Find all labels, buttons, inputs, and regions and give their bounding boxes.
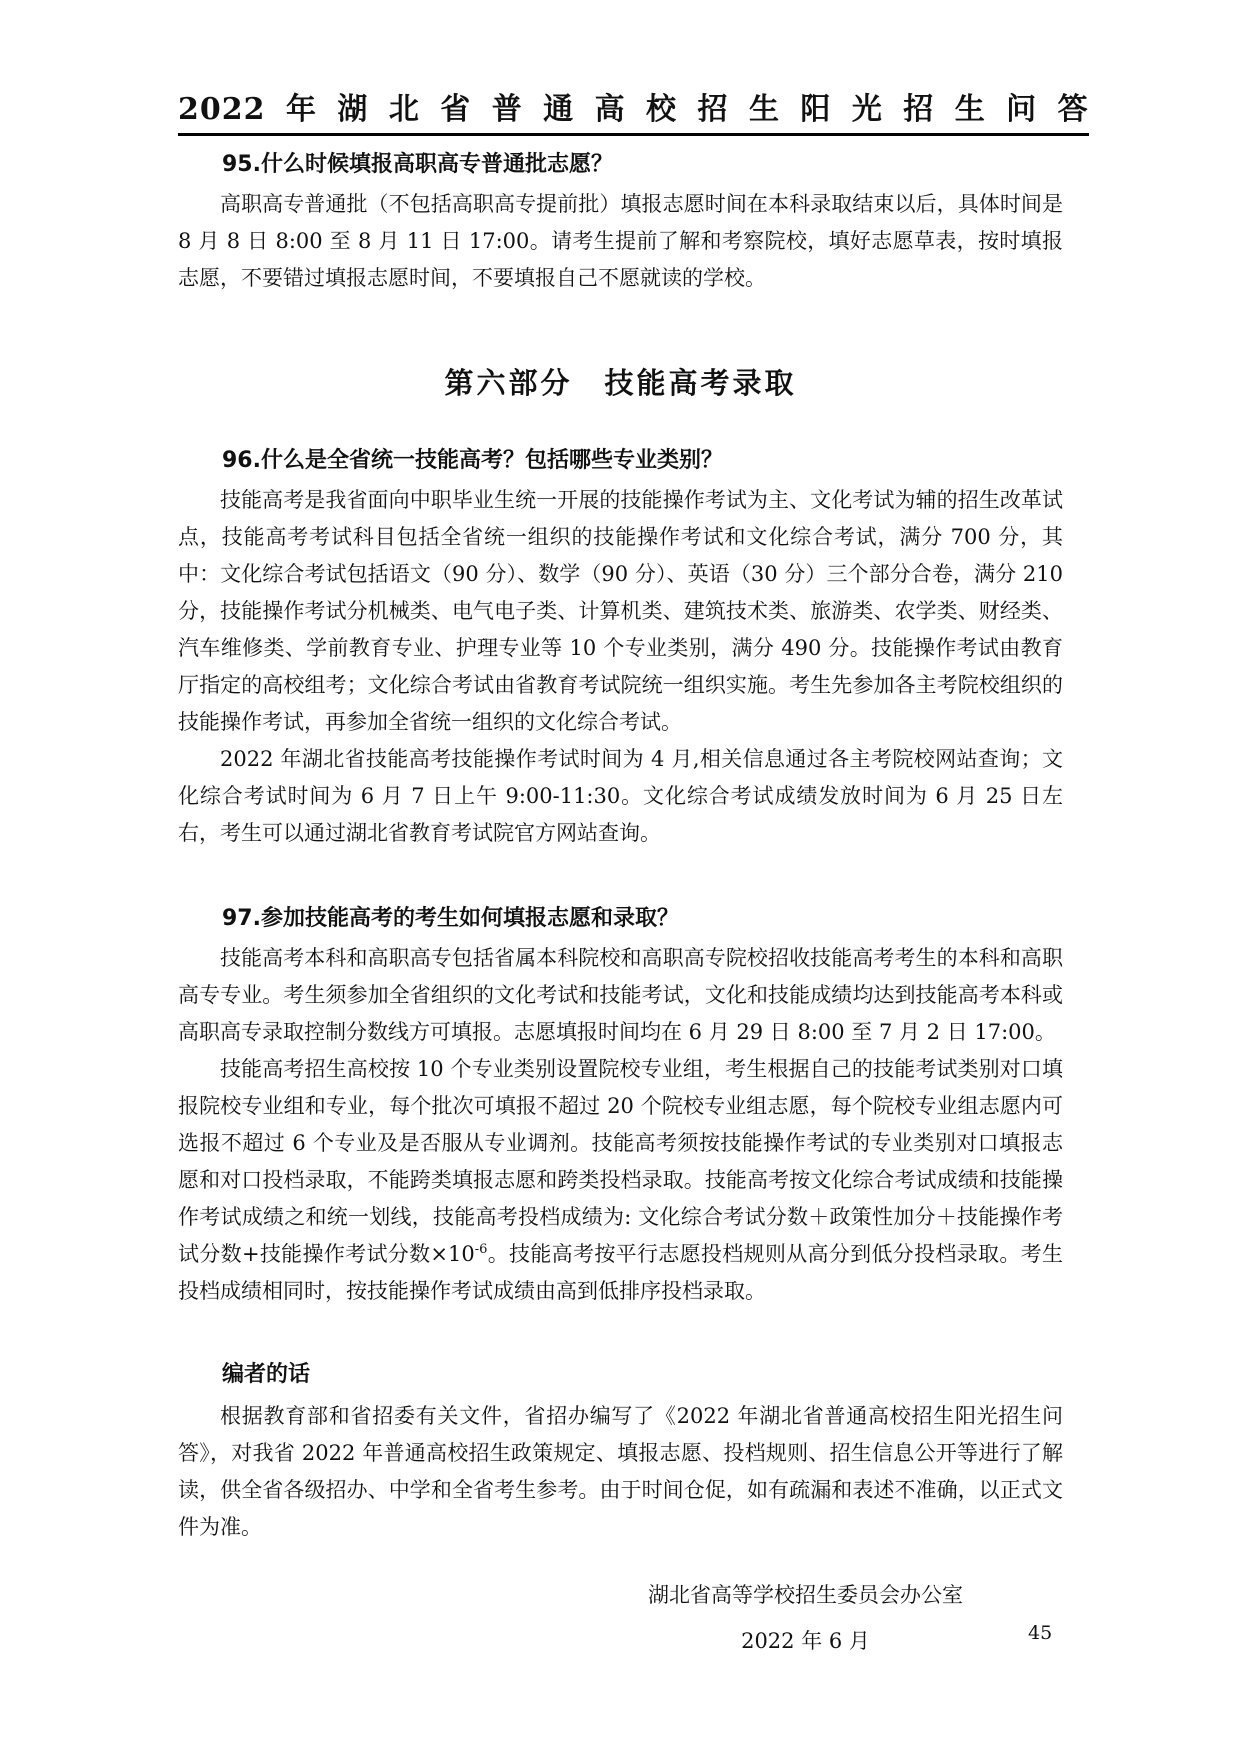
q97-formula-text: 技能高考招生高校按 10 个专业类别设置院校专业组，考生根据自己的技能考试类别对口填报院校专业组和专业，每个批次可填报不超过 20 个院校专业组志愿，每个院校专业组志愿内可选报不超过 6 个专业及是否服从专业调剂。技能高考须按技能操作考试的专业类别对口填报志愿和对口投档录取，不能跨类填报志愿和跨类投档录取。技能高考按文化综合考试成绩和技能操作考试成绩之和统一划线，技能高考投档成绩为: 文化综合考试分数＋政策性加分＋技能操作考试分数+技能操作考试分数×10 bbox=[178, 1057, 1063, 1266]
closing-block bbox=[363, 1572, 1240, 1664]
editor-note-body: 根据教育部和省招委有关文件，省招办编写了《2022 年湖北省普通高校招生阳光招生问答》，对我省 2022 年普通高校招生政策规定、填报志愿、投档规则、招生信息公开等进行了解读，供全省各级招办、中学和全省考生参考。由于时间仓促，如有疏漏和表述不准确，以正式文件为准。 bbox=[178, 1404, 1063, 1539]
document-header bbox=[178, 84, 1089, 136]
page-number: 45 bbox=[1028, 1622, 1053, 1644]
question-96-paragraph-2: 2022 年湖北省技能高考技能操作考试时间为 4 月,相关信息通过各主考院校网站查询；文化综合考试时间为 6 月 7 日上午 9:00-11:30。文化综合考试成绩发放时间为 6 月 25 日左右，考生可以通过湖北省教育考试院官方网站查询。 bbox=[178, 747, 1063, 845]
closing-organization: 湖北省高等学校招生委员会办公室 bbox=[648, 1583, 963, 1607]
question-96-heading: 96.什么是全省统一技能高考？包括哪些专业类别？ bbox=[222, 448, 723, 473]
question-95-heading: 95.什么时候填报高职高专普通批志愿？ bbox=[222, 152, 613, 177]
document-title: 2022 年 湖 北 省 普 通 高 校 招 生 阳 光 招 生 问 答 bbox=[178, 84, 1089, 136]
question-96-paragraph-1: 技能高考是我省面向中职毕业生统一开展的技能操作考试为主、文化考试为辅的招生改革试点，技能高考考试科目包括全省统一组织的技能操作考试和文化综合考试，满分 700 分，其中：文化综合考试包括语文（90 分）、数学（90 分）、英语（30 分）三个部分合卷，满分 210 分，技能操作考试分机械类、电气电子类、计算机类、建筑技术类、旅游类、农学类、财经类、汽车维修类、学前教育专业、护理专业等 10 个专业类别，满分 490 分。技能操作考试由教育厅指定的高校组考；文化综合考试由省教育考试院统一组织实施。考生先参加各主考院校组织的技能操作考试，再参加全省统一组织的文化综合考试。 bbox=[178, 488, 1063, 734]
question-97-paragraph-1: 技能高考本科和高职高专包括省属本科院校和高职高专院校招收技能高考考生的本科和高职高专专业。考生须参加全省组织的文化考试和技能考试，文化和技能成绩均达到技能高考本科或高职高专录取控制分数线方可填报。志愿填报时间均在 6 月 29 日 8:00 至 7 月 2 日 17:00。 bbox=[178, 946, 1063, 1044]
q97-formula-exponent: -6 bbox=[474, 1242, 488, 1257]
question-97-paragraph-2 bbox=[178, 1051, 1063, 1310]
section-6-title: 第六部分 技能高考录取 bbox=[444, 366, 797, 400]
question-97-heading: 97.参加技能高考的考生如何填报志愿和录取？ bbox=[222, 906, 679, 931]
closing-date: 2022 年 6 月 bbox=[741, 1629, 870, 1653]
question-95-answer: 高职高专普通批（不包括高职高专提前批）填报志愿时间在本科录取结束以后，具体时间是 8 月 8 日 8:00 至 8 月 11 日 17:00。请考生提前了解和考察院校，填好志愿草表，按时填报志愿，不要错过填报志愿时间，不要填报自己不愿就读的学校。 bbox=[178, 192, 1063, 290]
q97-formula-tail: 。技能高考按平行志愿投档规则从高分到低分投档录取。考生投档成绩相同时，按技能操作考试成绩由高到低排序投档录取。 bbox=[178, 1242, 1063, 1303]
editor-note-heading: 编者的话 bbox=[222, 1362, 311, 1387]
